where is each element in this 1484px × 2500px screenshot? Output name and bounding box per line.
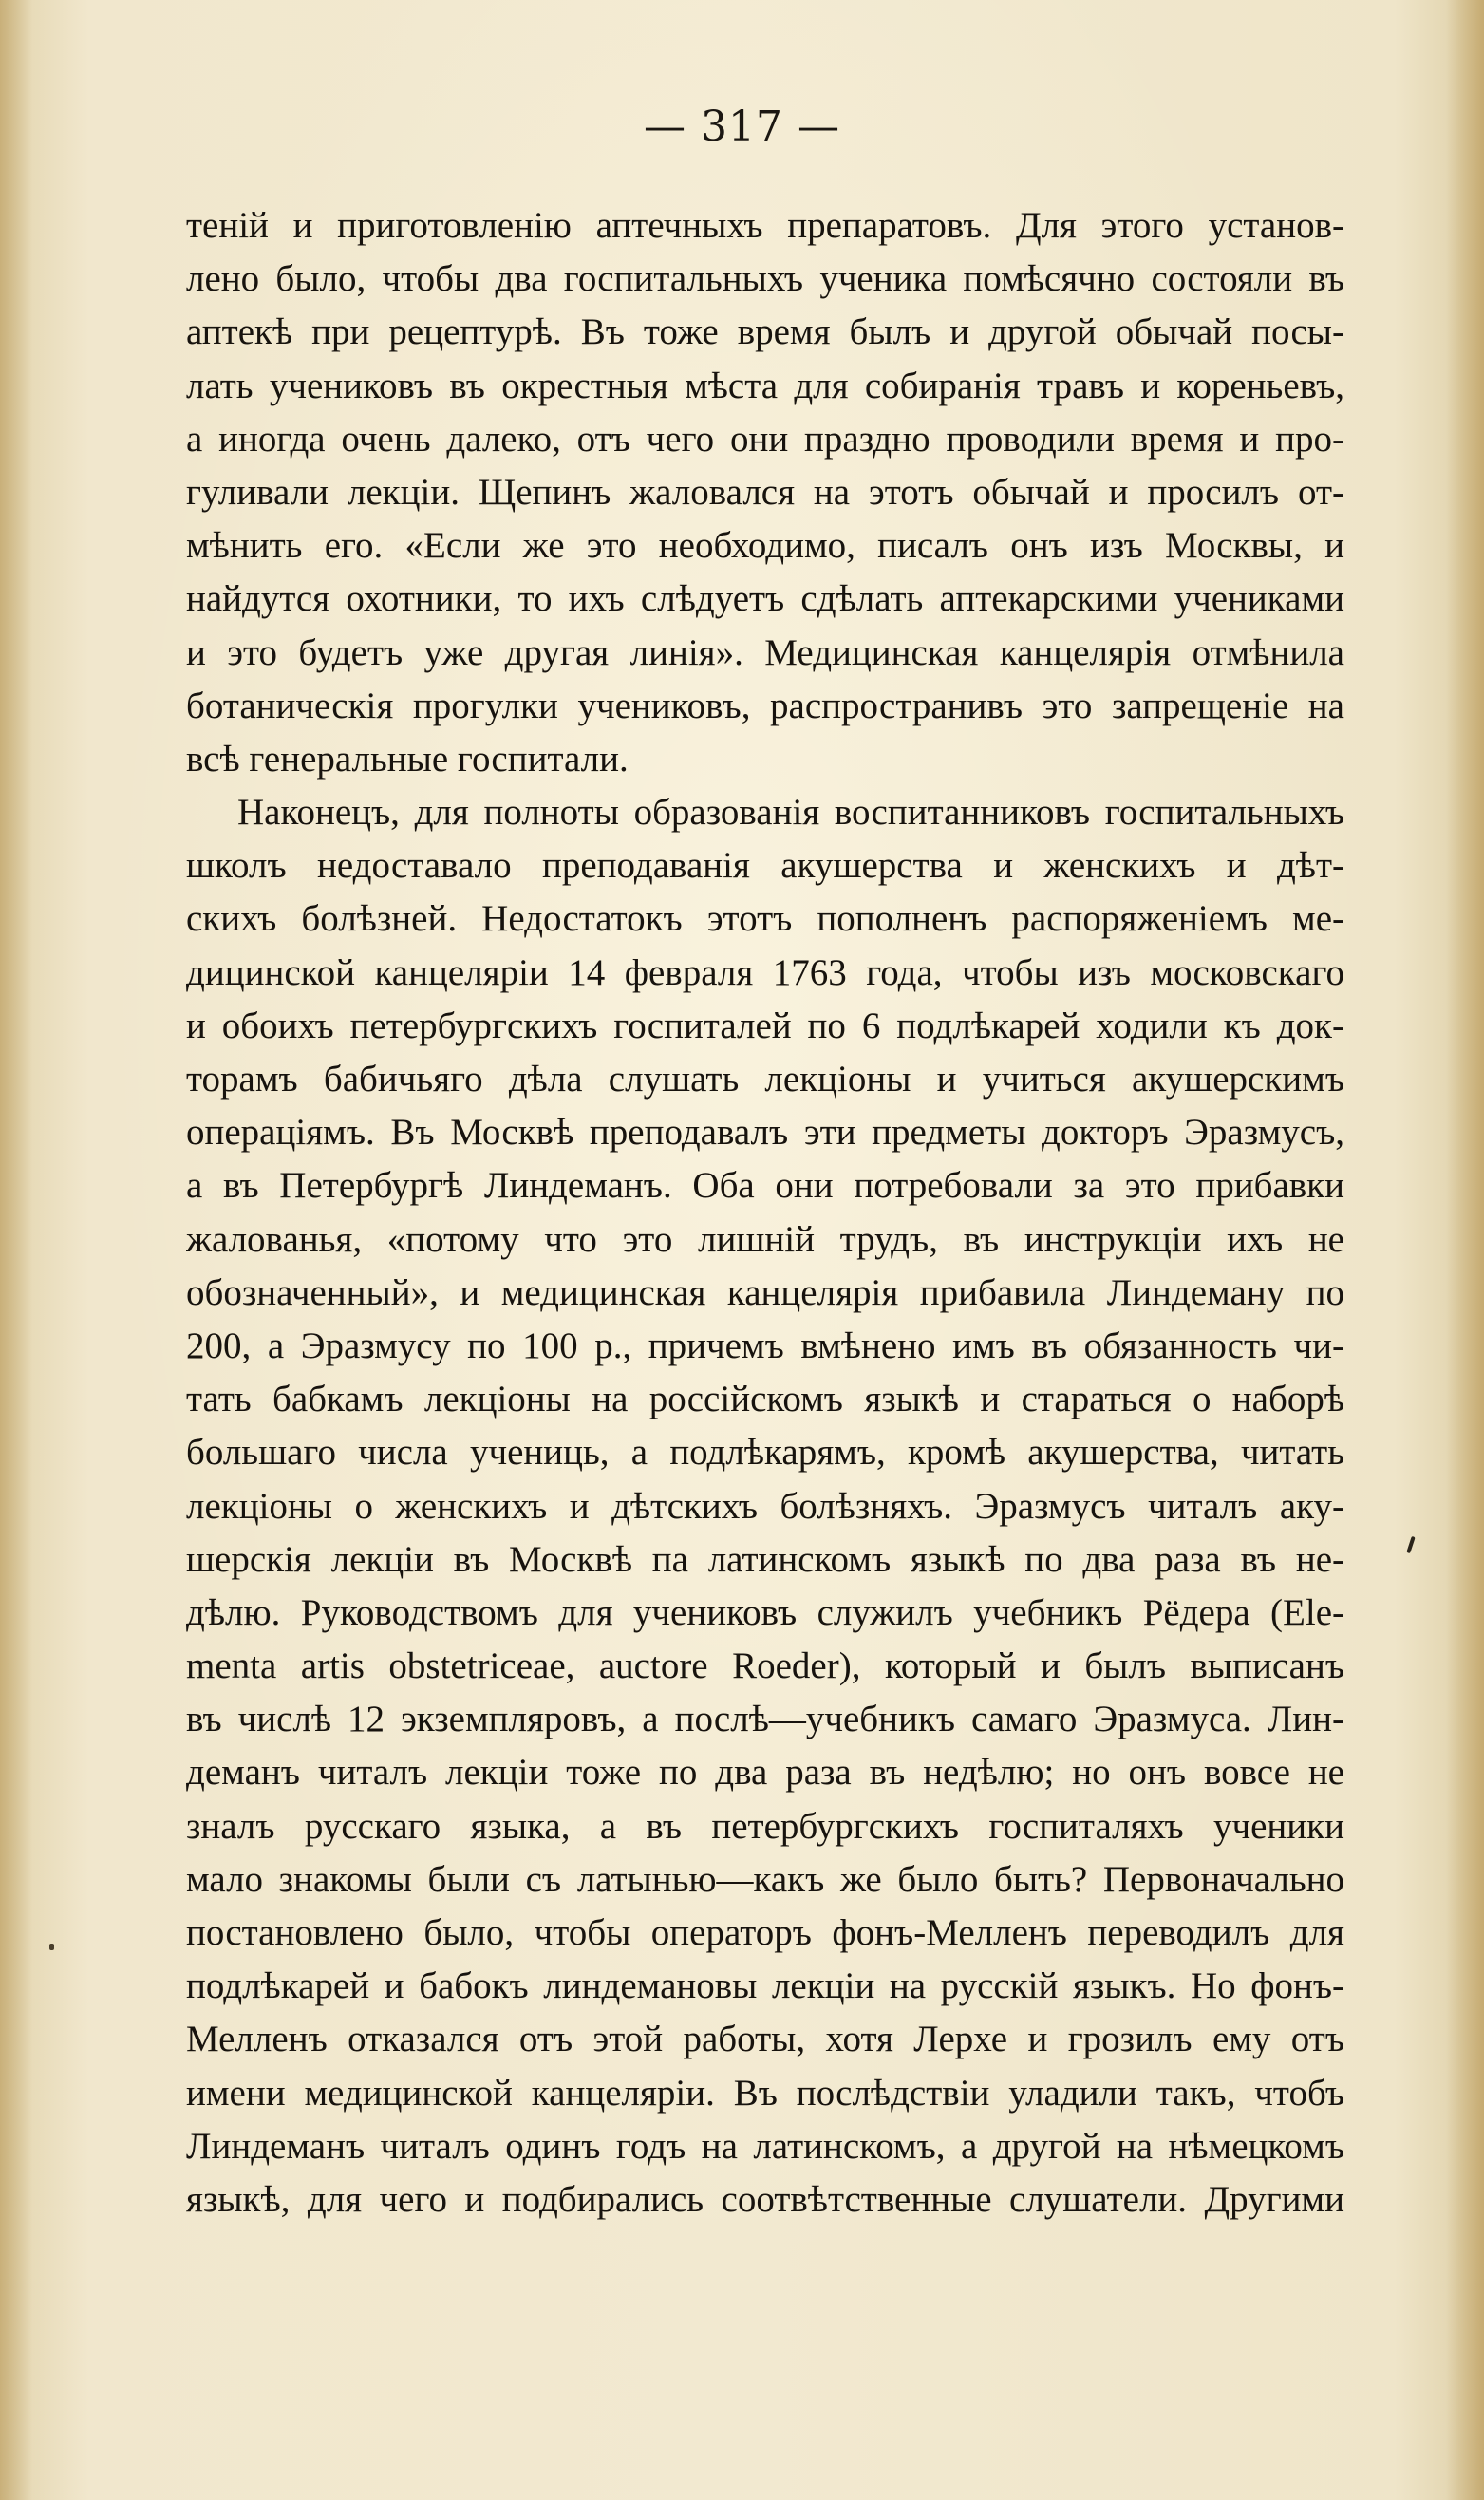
text-line: и обоихъ петербургскихъ госпиталей по 6 подлѣкарей ходили къ док- bbox=[186, 1005, 1344, 1046]
text-line: мѣнить его. «Если же это необходимо, писалъ онъ изъ Москвы, и bbox=[186, 525, 1344, 567]
text-line: теній и приготовленію аптечныхъ препаратовъ. Для этого установ- bbox=[186, 205, 1344, 246]
text-line: въ числѣ 12 экземпляровъ, а послѣ—учебникъ самаго Эразмуса. Лин- bbox=[186, 1699, 1344, 1740]
text-line: найдутся охотники, то ихъ слѣдуетъ сдѣлать аптекарскими учениками bbox=[186, 578, 1344, 620]
text-line: Линдеманъ читалъ одинъ годъ на латинскомъ, а другой на нѣмецкомъ bbox=[186, 2125, 1344, 2167]
text-line: зналъ русскаго языка, а въ петербургскихъ госпиталяхъ ученики bbox=[186, 1805, 1344, 1847]
text-line: большаго числа учениць, а подлѣкарямъ, кромѣ акушерства, читать bbox=[186, 1432, 1344, 1474]
text-line-paragraph-end: всѣ генеральные госпитали. bbox=[186, 738, 629, 780]
text-line: операціямъ. Въ Москвѣ преподавалъ эти предметы докторъ Эразмусъ, bbox=[186, 1112, 1344, 1154]
text-line: гуливали лекціи. Щепинъ жаловался на этотъ обычай и просилъ от- bbox=[186, 471, 1344, 513]
text-line: шерскія лекціи въ Москвѣ па латинскомъ языкѣ по два раза въ не- bbox=[186, 1538, 1344, 1580]
text-line: лекціоны о женскихъ и дѣтскихъ болѣзняхъ. Эразмусъ читалъ аку- bbox=[186, 1485, 1344, 1527]
text-line: подлѣкарей и бабокъ линдемановы лекціи на русскій языкъ. Но фонъ- bbox=[186, 1965, 1344, 2007]
text-line: скихъ болѣзней. Недостатокъ этотъ пополненъ распоряженіемъ ме- bbox=[186, 898, 1344, 940]
text-line: обозначенный», и медицинская канцелярія прибавила Линдеману по bbox=[186, 1271, 1344, 1313]
text-line: аптекѣ при рецептурѣ. Въ тоже время былъ и другой обычай посы- bbox=[186, 311, 1344, 353]
text-line: языкѣ, для чего и подбирались соотвѣтственные слушатели. Другими bbox=[186, 2178, 1344, 2220]
ink-speck bbox=[49, 1944, 54, 1950]
page-number: — 317 — bbox=[644, 103, 840, 151]
text-line: а иногда очень далеко, отъ чего они праздно проводили время и про- bbox=[186, 418, 1344, 460]
text-line: и это будетъ уже другая линія». Медицинская канцелярія отмѣнила bbox=[186, 631, 1344, 673]
text-line: деманъ читалъ лекціи тоже по два раза въ недѣлю; но онъ вовсе не bbox=[186, 1752, 1344, 1794]
text-line: имени медицинской канцеляріи. Въ послѣдствіи уладили такъ, чтобъ bbox=[186, 2072, 1344, 2114]
body-text bbox=[186, 199, 1344, 2227]
text-line: ботаническія прогулки учениковъ, распространивъ это запрещеніе на bbox=[186, 685, 1344, 726]
page-edge-shadow-right bbox=[1446, 0, 1484, 2500]
text-line: жалованья, «потому что это лишній трудъ, въ инструкціи ихъ не bbox=[186, 1218, 1344, 1260]
text-line: 200, а Эразмусу по 100 р., причемъ вмѣнено имъ въ обязанность чи- bbox=[186, 1325, 1344, 1366]
page-edge-shadow-left bbox=[0, 0, 32, 2500]
text-line: menta artis obstetriceae, auctore Roeder), который и былъ выписанъ bbox=[186, 1645, 1344, 1687]
text-line: дѣлю. Руководствомъ для учениковъ служилъ учебникъ Рёдера (Ele- bbox=[186, 1591, 1344, 1633]
text-line: торамъ бабичьяго дѣла слушать лекціоны и учиться акушерскимъ bbox=[186, 1059, 1344, 1100]
text-line: лать учениковъ въ окрестныя мѣста для собиранія травъ и кореньевъ, bbox=[186, 365, 1344, 406]
text-line: Мелленъ отказался отъ этой работы, хотя Лерхе и грозилъ ему отъ bbox=[186, 2019, 1344, 2060]
text-line: а въ Петербургѣ Линдеманъ. Оба они потребовали за это прибавки bbox=[186, 1165, 1344, 1207]
text-line: мало знакомы были съ латынью—какъ же было быть? Первоначально bbox=[186, 1858, 1344, 1900]
text-line: дицинской канцеляріи 14 февраля 1763 года, чтобы изъ московскаго bbox=[186, 951, 1344, 993]
text-line: школъ недоставало преподаванія акушерства и женскихъ и дѣт- bbox=[186, 845, 1344, 887]
text-line: лено было, чтобы два госпитальныхъ ученика помѣсячно состояли въ bbox=[186, 258, 1344, 300]
text-line: тать бабкамъ лекціоны на россійскомъ языкѣ и стараться о наборѣ bbox=[186, 1379, 1344, 1420]
text-line-paragraph-start: Наконецъ, для полноты образованія воспитанниковъ госпитальныхъ bbox=[237, 792, 1344, 834]
ink-mark bbox=[1406, 1536, 1415, 1553]
text-line: постановлено было, чтобы операторъ фонъ-Мелленъ переводилъ для bbox=[186, 1912, 1344, 1953]
